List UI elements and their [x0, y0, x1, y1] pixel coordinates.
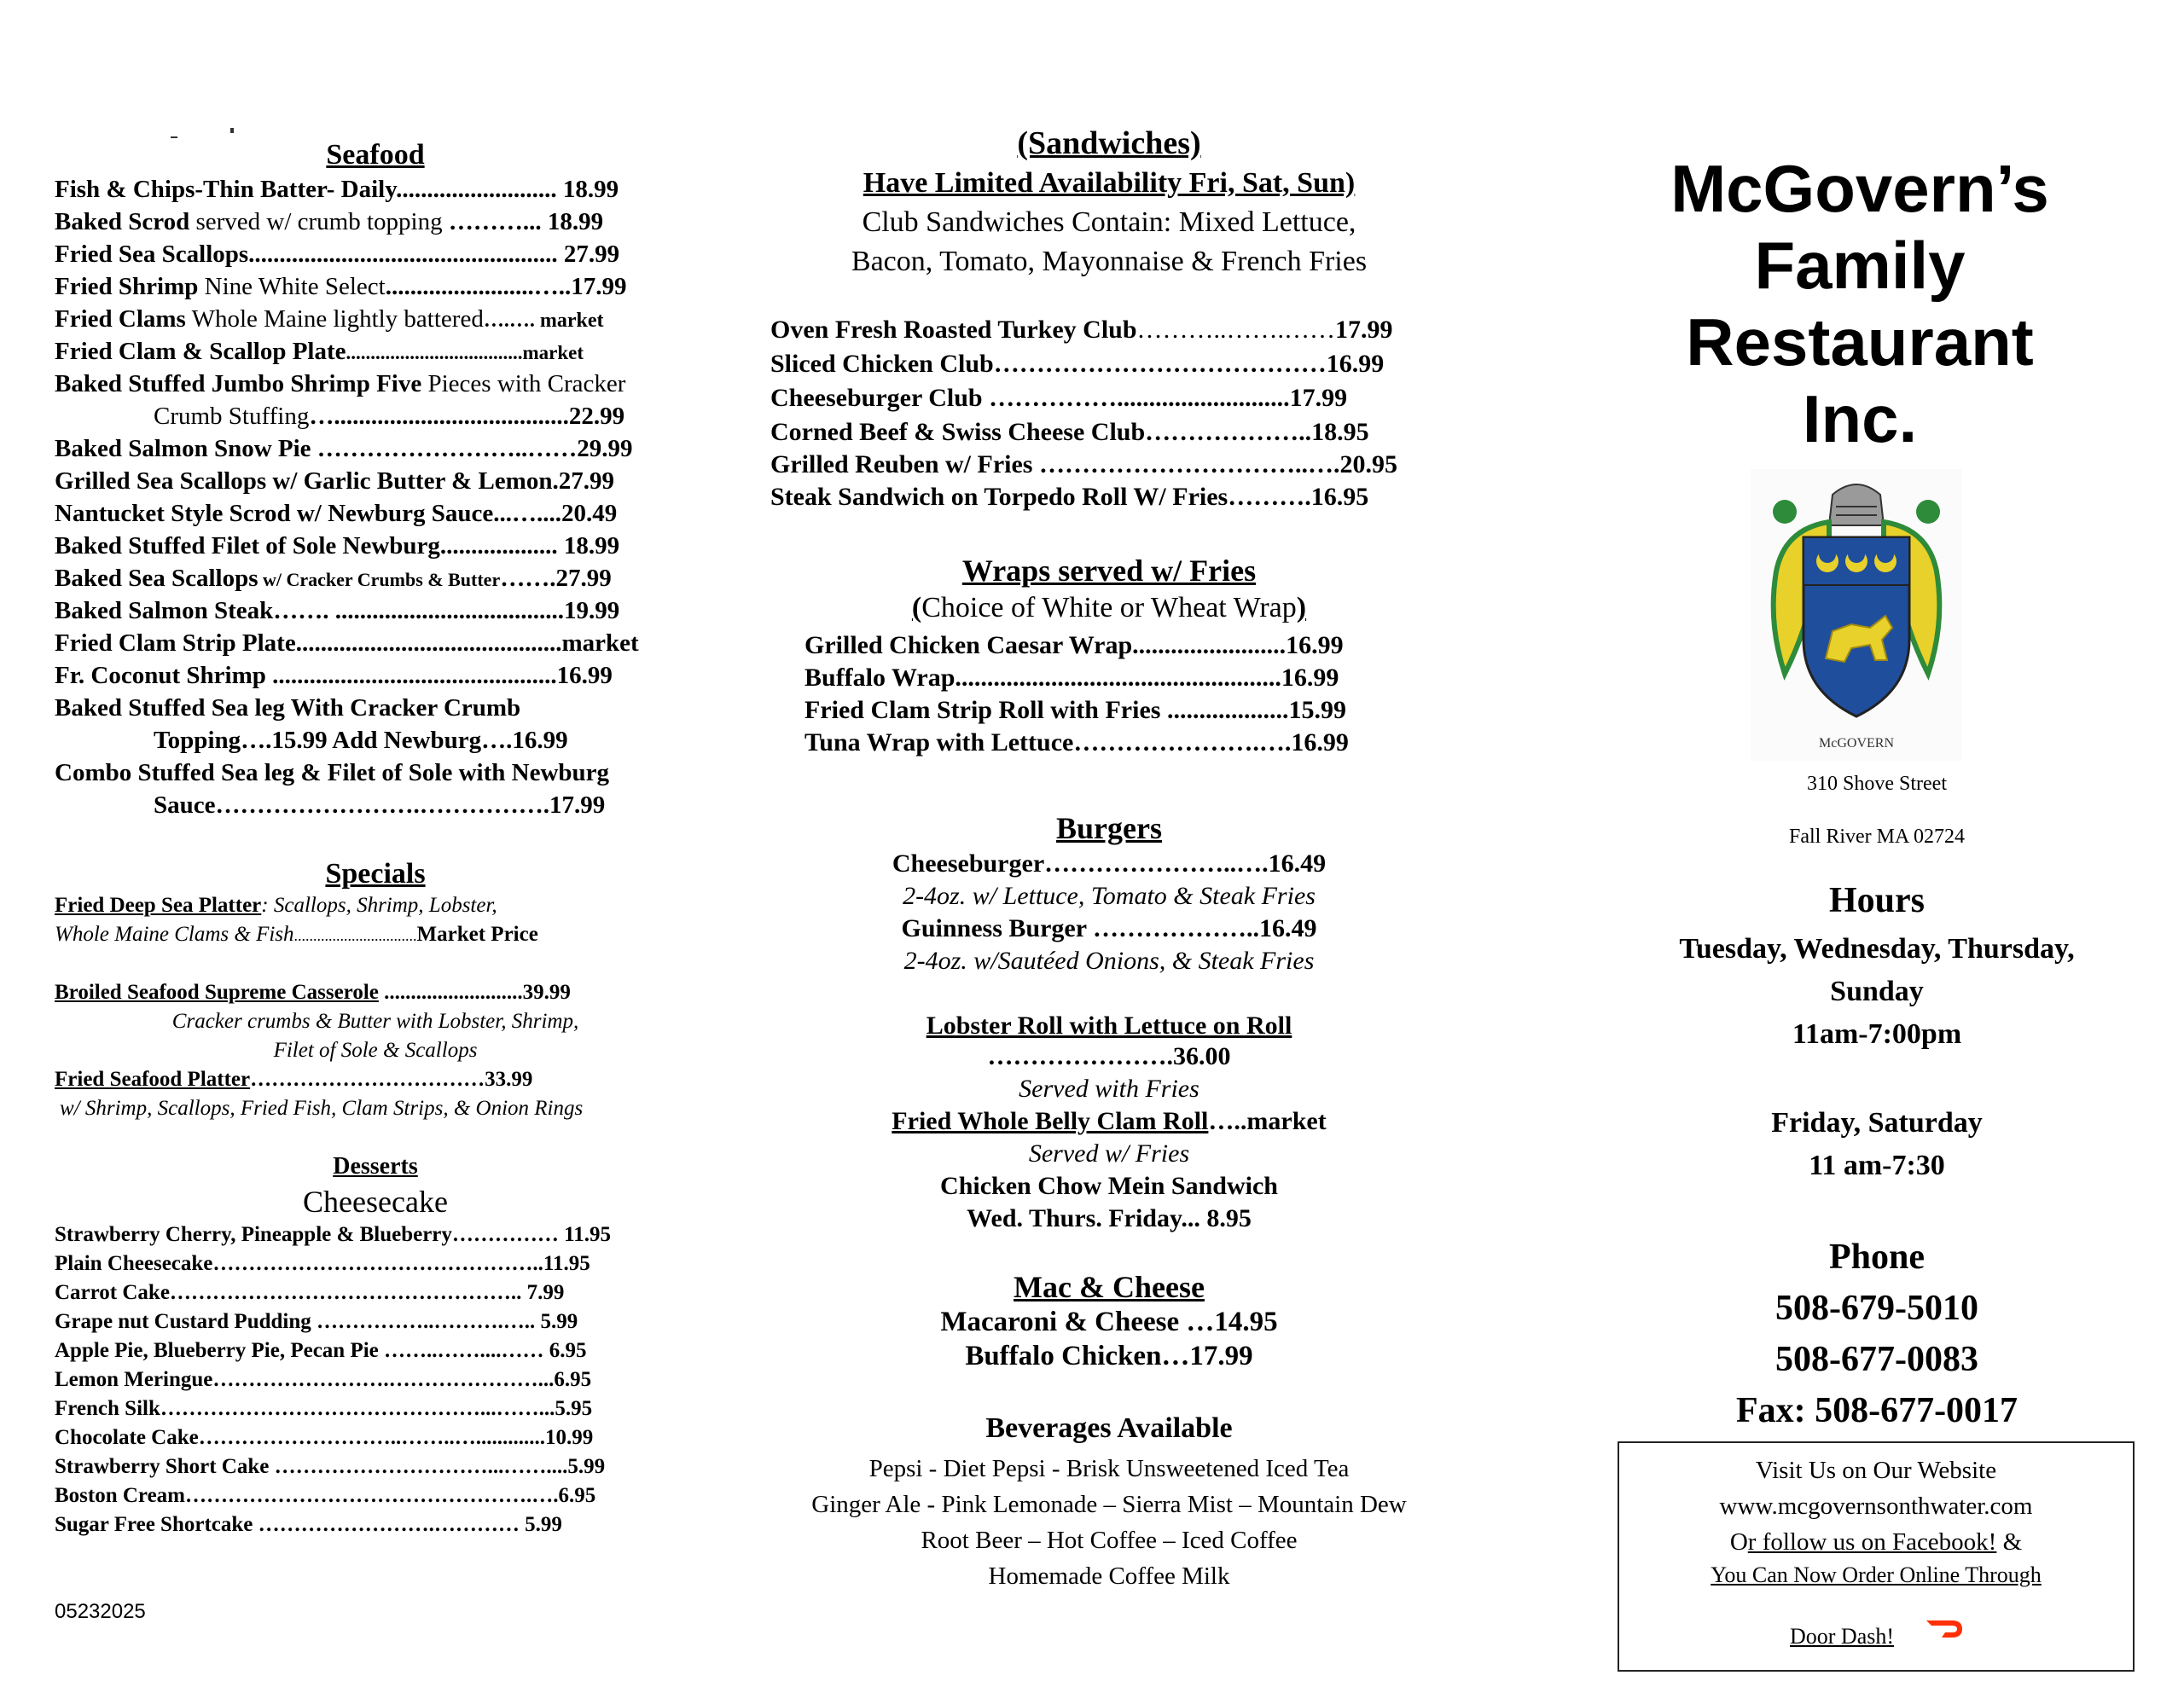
list-item: Fried Shrimp Nine White Select........................…..17.99 — [55, 273, 627, 300]
desserts-heading: Desserts — [333, 1153, 418, 1180]
crest-label: McGOVERN — [1819, 736, 1894, 751]
website-url[interactable]: www.mcgovernsonthwater.com — [1719, 1493, 2033, 1520]
restaurant-title-line: Family — [1754, 228, 1966, 303]
hours-time: 11am-7:00pm — [1792, 1018, 1962, 1050]
menu-code: 05232025 — [55, 1600, 146, 1623]
website-intro: Visit Us on Our Website — [1755, 1457, 1997, 1484]
doordash-link[interactable]: Door Dash! — [1790, 1624, 1895, 1649]
list-item: Buffalo Chicken…17.99 — [965, 1341, 1253, 1371]
list-item: Grilled Reuben w/ Fries …………………………..….20.95 — [770, 450, 1397, 478]
beverage-line: Ginger Ale - Pink Lemonade – Sierra Mist – Mountain Dew — [811, 1491, 1407, 1518]
list-item: Fried Deep Sea Platter: Scallops, Shrimp, Lobster, — [55, 894, 497, 917]
list-item-desc: Filet of Sole & Scallops — [273, 1039, 478, 1062]
list-item: Plain Cheesecake………………………………………..11.95 — [55, 1252, 590, 1275]
list-item-desc: 2-4oz. w/ Lettuce, Tomato & Steak Fries — [903, 882, 1316, 910]
list-item: Sliced Chicken Club…………………………………16.99 — [770, 350, 1385, 378]
list-item: Fried Clam & Scallop Plate....................................market — [55, 338, 584, 365]
hours-days: Tuesday, Wednesday, Thursday, — [1679, 933, 2075, 965]
sandwiches-heading: (Sandwiches) — [1017, 125, 1201, 161]
list-item: French Silk………………………………………...……...5.95 — [55, 1397, 593, 1420]
family-crest-icon — [1751, 469, 1962, 761]
list-item-desc: Cracker crumbs & Butter with Lobster, Shrimp, — [171, 1010, 579, 1033]
list-item: Corned Beef & Swiss Cheese Club………………..18.95 — [770, 418, 1369, 446]
list-item: Baked Salmon Snow Pie ……………………..……29.99 — [55, 435, 633, 462]
list-item: Nantucket Style Scrod w/ Newburg Sauce...…....20.49 — [55, 500, 618, 527]
list-item: Fried Seafood Platter……………………………33.99 — [55, 1068, 533, 1091]
list-item: Fried Clam Strip Plate...........................................market — [55, 629, 639, 657]
club-note: Bacon, Tomato, Mayonnaise & French Fries — [851, 246, 1368, 277]
list-item: Buffalo Wrap...................................................16.99 — [804, 664, 1339, 692]
mac-heading: Mac & Cheese — [1014, 1270, 1205, 1304]
list-item: Lemon Meringue…………………….…………………...6.95 — [55, 1368, 592, 1391]
beverages-heading: Beverages Available — [985, 1412, 1233, 1444]
list-item: Fried Whole Belly Clam Roll…..market — [892, 1107, 1327, 1135]
list-item-desc: 2-4oz. w/Sautéed Onions, & Steak Fries — [903, 947, 1315, 975]
list-item: Cheeseburger…………………..….16.49 — [892, 849, 1327, 878]
list-item: Baked Stuffed Sea leg With Cracker Crumb — [55, 694, 521, 722]
list-item: Cheeseburger Club ……………...........................17.99 — [770, 384, 1348, 412]
phone-number: 508-679-5010 — [1775, 1289, 1978, 1328]
list-item: Baked Stuffed Filet of Sole Newburg................... 18.99 — [55, 532, 620, 559]
list-item: Chocolate Cake………………………..……..….............10.99 — [55, 1426, 594, 1449]
list-item: Strawberry Short Cake …………………………...……....5.99 — [55, 1455, 606, 1478]
list-item: Grilled Chicken Caesar Wrap........................16.99 — [804, 631, 1344, 659]
doordash-logo-icon — [1923, 1614, 1966, 1643]
beverage-line: Root Beer – Hot Coffee – Iced Coffee — [921, 1527, 1298, 1554]
list-item-desc: w/ Shrimp, Scallops, Fried Fish, Clam Strips, & Onion Rings — [60, 1097, 584, 1120]
phone-heading: Phone — [1828, 1238, 1925, 1277]
list-item: Boston Cream………………………………………….….6.95 — [55, 1484, 596, 1507]
wraps-heading: Wraps served w/ Fries — [961, 554, 1257, 588]
hours-time: 11 am-7:30 — [1809, 1150, 1945, 1181]
restaurant-title-line: Restaurant — [1686, 304, 2034, 380]
list-item: Fried Sea Scallops.................................................. 27.99 — [55, 241, 620, 268]
list-item: Whole Maine Clams & Fish................................Market Price — [55, 923, 538, 946]
list-item: Topping….15.99 Add Newburg….16.99 — [154, 727, 568, 754]
hours-days: Sunday — [1830, 976, 1924, 1007]
list-item: Combo Stuffed Sea leg & Filet of Sole with Newburg — [55, 759, 610, 786]
restaurant-title-line: Inc. — [1802, 381, 1918, 456]
address-street: 310 Shove Street — [1807, 773, 1947, 795]
list-item: Grilled Sea Scallops w/ Garlic Butter & Lemon.27.99 — [55, 467, 614, 495]
list-item: Fried Clams Whole Maine lightly battered….…. market — [55, 305, 604, 333]
restaurant-title-line: McGovern’s — [1670, 151, 2049, 226]
list-item: Wed. Thurs. Friday... 8.95 — [967, 1204, 1252, 1232]
fax-number: Fax: 508-677-0017 — [1735, 1391, 2018, 1430]
list-item: Lobster Roll with Lettuce on Roll — [926, 1012, 1292, 1040]
list-item: Fish & Chips-Thin Batter- Daily.......................... 18.99 — [55, 176, 619, 203]
sandwiches-availability: Have Limited Availability Fri, Sat, Sun) — [863, 167, 1356, 199]
list-item: Macaroni & Cheese …14.95 — [940, 1307, 1278, 1337]
beverage-line: Pepsi - Diet Pepsi - Brisk Unsweetened Iced Tea — [868, 1455, 1350, 1482]
list-item: Baked Stuffed Jumbo Shrimp Five Pieces with Cracker — [55, 370, 626, 397]
list-item-desc: Served w/ Fries — [1028, 1139, 1190, 1168]
list-item: Carrot Cake………………………………………….. 7.99 — [55, 1281, 565, 1304]
phone-number: 508-677-0083 — [1775, 1340, 1978, 1379]
list-item: Baked Scrod served w/ crumb topping ………... 18.99 — [55, 208, 604, 235]
hours-heading: Hours — [1828, 881, 1925, 920]
seafood-heading: Seafood — [326, 139, 425, 171]
list-item: Chicken Chow Mein Sandwich — [940, 1172, 1278, 1200]
list-item: Baked Sea Scallops w/ Cracker Crumbs & Butter…….27.99 — [55, 565, 612, 592]
list-item: Grape nut Custard Pudding ……………..……….….. 5.99 — [55, 1310, 578, 1333]
list-item: Crumb Stuffing…......................................22.99 — [154, 403, 625, 430]
cheesecake-subheading: Cheesecake — [303, 1185, 448, 1219]
list-item: Steak Sandwich on Torpedo Roll W/ Fries……….16.95 — [770, 483, 1369, 511]
list-item-desc: Served with Fries — [1019, 1075, 1199, 1103]
beverage-line: Homemade Coffee Milk — [988, 1562, 1230, 1590]
list-item: Baked Salmon Steak……. .....................................19.99 — [55, 597, 620, 624]
list-item: Strawberry Cherry, Pineapple & Blueberry…………… 11.95 — [55, 1223, 612, 1246]
list-item: Fried Clam Strip Roll with Fries ...................15.99 — [804, 696, 1346, 724]
facebook-link[interactable]: Or follow us on Facebook! & — [1729, 1528, 2023, 1556]
list-item: Sugar Free Shortcake …………………….………… 5.99 — [55, 1513, 562, 1536]
list-item: Guinness Burger ………………..16.49 — [901, 914, 1317, 942]
club-note: Club Sandwiches Contain: Mixed Lettuce, — [862, 206, 1356, 238]
stray-mark — [230, 128, 234, 133]
list-item: Fr. Coconut Shrimp ..............................................16.99 — [55, 662, 613, 689]
list-item: Tuna Wrap with Lettuce………………….….16.99 — [804, 728, 1349, 757]
list-item-price: ………………….36.00 — [987, 1042, 1231, 1070]
list-item: Oven Fresh Roasted Turkey Club………..…….……17.99 — [770, 316, 1393, 344]
order-online-text: You Can Now Order Online Through — [1711, 1562, 2042, 1587]
list-item: Broiled Seafood Supreme Casserole ..........................39.99 — [55, 981, 571, 1004]
list-item: Apple Pie, Blueberry Pie, Pecan Pie ……..……....…… 6.95 — [55, 1339, 587, 1362]
stray-mark — [171, 136, 177, 138]
specials-heading: Specials — [325, 858, 426, 890]
list-item: Sauce…………………….…………….17.99 — [154, 791, 606, 819]
website-box — [1618, 1441, 2135, 1672]
burgers-heading: Burgers — [1056, 811, 1162, 845]
hours-days: Friday, Saturday — [1771, 1107, 1983, 1139]
address-city: Fall River MA 02724 — [1788, 826, 1965, 848]
wraps-choice: (Choice of White or Wheat Wrap) — [911, 592, 1307, 623]
